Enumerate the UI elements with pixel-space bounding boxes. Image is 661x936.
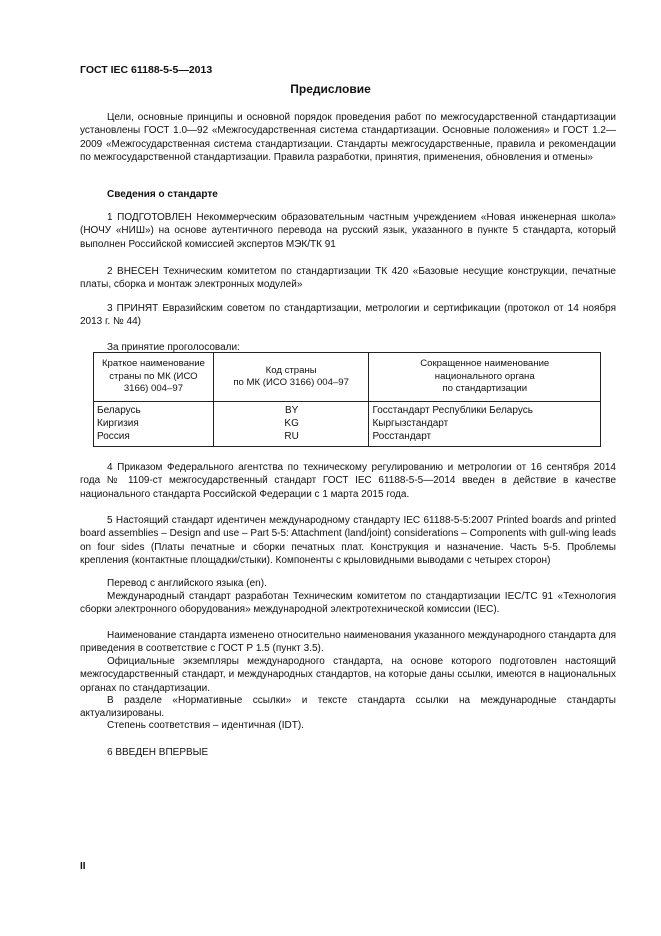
country-code: BY [284,405,299,416]
country-name: Россия [97,430,130,442]
country-code: KG [284,417,299,429]
column-header-country [94,353,214,402]
table-row [94,402,601,447]
header-line: Краткое наименование [101,358,205,370]
header-line: по стандартизации [442,383,528,395]
standard-info-heading: Сведения о стандарте [107,189,218,200]
standards-body-name: Кыргызстандарт [372,417,449,429]
column-header-standards-body [369,353,601,402]
section-title: Предисловие [290,82,371,96]
country-code: RU [284,430,299,442]
name-changed-paragraph: Наименование стандарта изменено относительно наименования указанного международного стандарта для приведения в соответствие с ГОСТ Р 1.5 (пункт 3.5). [80,630,616,655]
item-4-paragraph: 4 Приказом Федерального агентства по техническому регулированию и метрологии от 16 сентября 2014 года № 1109-ст межгосударственный стандарт ГОСТ IEC 61188-5-5—2014 введен в действие в качестве национального стандарта Российской Федерации с 1 марта 2015 года. [80,462,616,500]
header-line: Код страны [265,364,317,376]
intro-paragraph: Цели, основные принципы и основной порядок проведения работ по межгосударственной стандартизации установлены ГОСТ 1.0—92 «Межгосударственная система стандартизации. Основные положения» и ГОСТ 1.2—2009 «Межгосударственная система стандартизации. Стандарты межгосударственные, правила и рекомендации по межгосударственной стандартизации. Правила разработки, принятия, применения, обновления и отмены» [80,112,616,163]
voted-for-label: За принятие проголосовали: [107,342,240,353]
country-code-cell [213,402,369,447]
references-paragraph: В разделе «Нормативные ссылки» и тексте стандарта ссылки на международные стандарты актуализированы. [80,695,616,720]
developed-by-paragraph: Международный стандарт разработан Техническим комитетом по стандартизации IEC/TC 91 «Технология сборки электронного оборудования» международной электротехнической комиссии (IEC). [80,591,616,616]
standards-body-name: Госстандарт Республики Беларусь [372,405,533,416]
page-number: II [80,861,86,872]
document-code-header: ГОСТ IEC 61188-5-5—2013 [80,64,213,76]
header-line: страны по МК (ИСО [109,370,198,382]
column-header-country-code [213,353,369,402]
translation-note: Перевод с английского языка (en). [107,578,267,589]
country-name: Беларусь [97,405,141,416]
degree-of-correspondence: Степень соответствия – идентичная (IDT). [107,720,304,731]
header-line: национального органа [434,370,535,382]
official-copies-paragraph: Официальные экземпляры международного стандарта, на основе которого подготовлен настоящий межгосударственный стандарт, и международных стандартов, на которые даны ссылки, имеются в национальных органах по стандартизации. [80,656,616,694]
item-5-paragraph: 5 Настоящий стандарт идентичен международному стандарту IEC 61188-5-5:2007 Printed boards and printed board assemblies – Design and use – Part 5-5: Attachment (land/joint) considerations – Components with gull-wing leads on four sides (Платы печатные и сборки печатных плат. Конструкция и назначение. Часть 5-5. Проблемы крепления (контактные площадки/стыки). Компоненты с крыловидными выводами с четырех сторон) [80,515,616,566]
item-3-paragraph: 3 ПРИНЯТ Евразийским советом по стандартизации, метрологии и сертификации (протокол от 14 ноября 2013 г. № 44) [80,303,616,328]
header-line: Сокращенное наименование [420,358,550,370]
agreement-table [93,352,601,447]
item-6-paragraph: 6 ВВЕДЕН ВПЕРВЫЕ [107,747,209,758]
standards-body-cell [369,402,601,447]
header-line: по МК (ИСО 3166) 004–97 [233,377,349,388]
header-line: 3166) 004–97 [123,383,184,395]
country-name: Киргизия [97,417,139,429]
item-1-paragraph: 1 ПОДГОТОВЛЕН Некоммерческим образовательным частным учреждением «Новая инженерная школа» (НОЧУ «НИШ») на основе аутентичного перевода на русский язык, указанного в пункте 5 стандарта, который выполнен Российской комиссией экспертов МЭК/ТК 91 [80,212,616,250]
standards-body-name: Росстандарт [372,430,432,442]
agreement-table-header-row [94,353,601,402]
country-cell [94,402,214,447]
item-2-paragraph: 2 ВНЕСЕН Техническим комитетом по стандартизации ТК 420 «Базовые несущие конструкции, печатные платы, сборка и монтаж электронных модулей» [80,266,616,291]
